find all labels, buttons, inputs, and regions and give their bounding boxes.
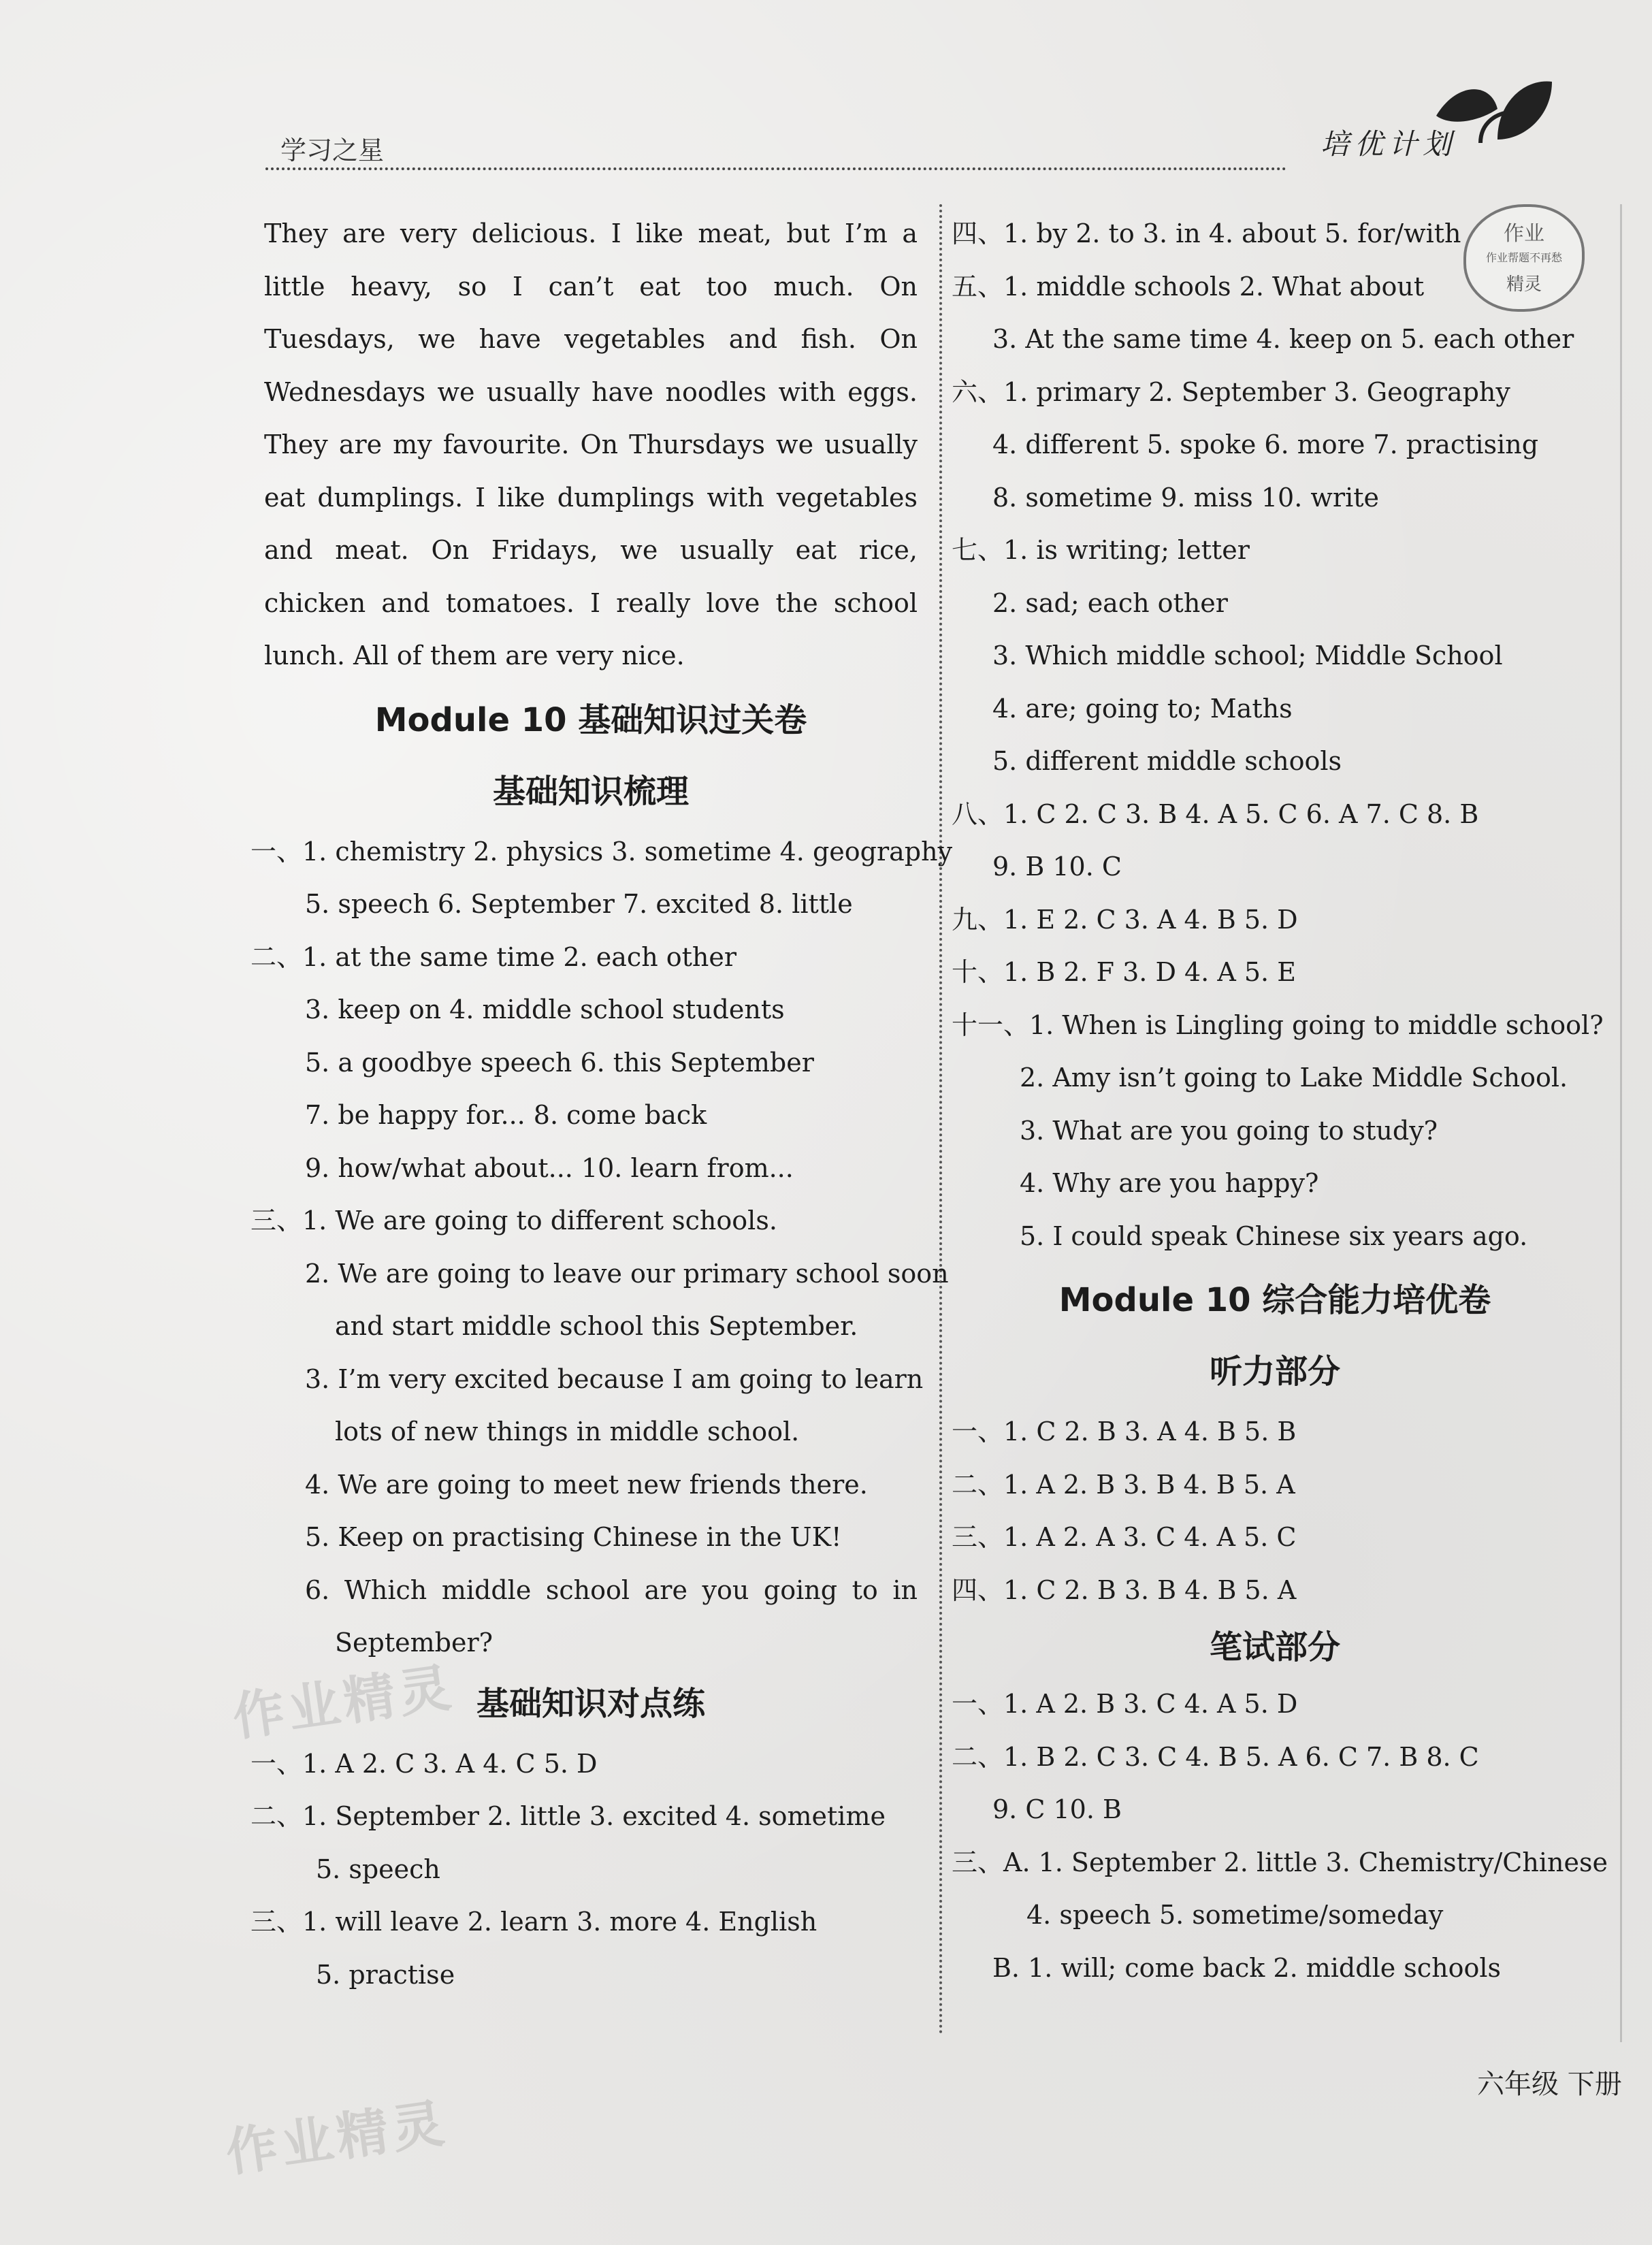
answer-line: 四、1. C 2. B 3. B 4. B 5. A: [952, 1574, 1297, 1605]
answer-line: 5. speech: [316, 1854, 440, 1884]
answer-line: 5. Keep on practising Chinese in the UK!: [305, 1522, 842, 1552]
column-divider: [939, 204, 942, 2035]
answer-line: 一、1. A 2. B 3. C 4. A 5. D: [952, 1689, 1298, 1719]
answer-line: 三、1. We are going to different schools.: [250, 1206, 777, 1235]
answer-line: 九、1. E 2. C 3. A 4. B 5. D: [952, 904, 1298, 935]
answer-line: 5. practise: [316, 1959, 455, 1990]
answer-line: 2. sad; each other: [992, 587, 1228, 618]
module-title: Module 10 基础知识过关卷: [374, 700, 807, 739]
section-title: 基础知识梳理: [492, 772, 689, 811]
text-line: and meat. On Fridays, we usually eat rice,: [264, 535, 918, 565]
answer-line: 9. C 10. B: [992, 1794, 1122, 1824]
answer-line: 7. be happy for... 8. come back: [305, 1100, 707, 1130]
footer-grade: 六年级 下册: [1477, 2069, 1622, 2100]
stamp-line-1: 作业: [1504, 222, 1544, 246]
text-line: chicken and tomatoes. I really love the school: [264, 587, 918, 618]
answer-line: 5. a goodbye speech 6. this September: [305, 1047, 814, 1078]
answer-line: 4. Why are you happy?: [1020, 1168, 1319, 1198]
answer-line: 一、1. A 2. C 3. A 4. C 5. D: [250, 1748, 598, 1779]
answer-line: 4. We are going to meet new friends there.: [305, 1469, 868, 1500]
text-line: lunch. All of them are very nice.: [264, 641, 685, 671]
answer-line: 三、A. 1. September 2. little 3. Chemistry/Chinese: [952, 1847, 1608, 1877]
answer-line: and start middle school this September.: [335, 1311, 858, 1341]
answer-line: 9. B 10. C: [992, 852, 1122, 882]
answer-line: 八、1. C 2. C 3. B 4. A 5. C 6. A 7. C 8. B: [952, 798, 1479, 829]
brand-logo: 培优计划: [1320, 127, 1457, 161]
answer-line: 3. What are you going to study?: [1020, 1115, 1438, 1146]
section-title: 笔试部分: [1209, 1628, 1340, 1666]
answer-line: 2. Amy isn’t going to Lake Middle School.: [1020, 1063, 1568, 1093]
text-line: little heavy, so I can’t eat too much. On: [264, 271, 918, 302]
answer-line: 3. I’m very excited because I am going to learn: [305, 1363, 924, 1394]
answer-line: lots of new things in middle school.: [335, 1417, 800, 1447]
answer-line: 6. Which middle school are you going to in: [305, 1574, 918, 1605]
answer-line: 二、1. at the same time 2. each other: [250, 941, 737, 972]
answer-line: 4. are; going to; Maths: [992, 693, 1293, 724]
right-column: [952, 208, 1608, 1994]
answer-line: 二、1. B 2. C 3. C 4. B 5. A 6. C 7. B 8. C: [952, 1741, 1479, 1772]
answer-line: 二、1. A 2. B 3. B 4. B 5. A: [952, 1469, 1295, 1500]
answer-line: 3. At the same time 4. keep on 5. each other: [992, 324, 1574, 354]
text-line: eat dumplings. I like dumplings with vegetables: [264, 482, 918, 513]
section-title: 基础知识对点练: [476, 1684, 705, 1723]
answer-line: September?: [335, 1628, 493, 1658]
answer-line: 5. different middle schools: [992, 746, 1342, 776]
text-line: They are my favourite. On Thursdays we usually: [264, 430, 918, 459]
answer-line: 4. speech 5. sometime/someday: [1026, 1900, 1444, 1930]
stamp-line-3: 精灵: [1506, 274, 1542, 295]
answer-line: 四、1. by 2. to 3. in 4. about 5. for/with: [952, 219, 1461, 248]
answer-line: 十一、1. When is Lingling going to middle school?: [952, 1010, 1604, 1040]
answer-line: 9. how/what about... 10. learn from...: [305, 1152, 794, 1183]
answer-line: 五、1. middle schools 2. What about: [952, 271, 1425, 302]
answer-line: B. 1. will; come back 2. middle schools: [992, 1952, 1501, 1983]
watermark: 作业精灵: [222, 2092, 452, 2184]
answer-line: 六、1. primary 2. September 3. Geography: [952, 376, 1510, 407]
answer-line: 二、1. September 2. little 3. excited 4. sometime: [250, 1801, 886, 1831]
answer-line: 三、1. A 2. A 3. C 4. A 5. C: [952, 1522, 1297, 1552]
text-line: Wednesdays we usually have noodles with eggs.: [264, 376, 918, 407]
answer-line: 3. keep on 4. middle school students: [305, 995, 785, 1024]
answer-line: 5. I could speak Chinese six years ago.: [1020, 1221, 1528, 1251]
watermark: 作业精灵: [229, 1656, 459, 1748]
answer-line: 一、1. chemistry 2. physics 3. sometime 4. geography: [250, 836, 953, 867]
answer-line: 2. We are going to leave our primary school soon: [305, 1258, 949, 1289]
header-title: 学习之星: [280, 135, 385, 165]
answer-line: 一、1. C 2. B 3. A 4. B 5. B: [952, 1417, 1297, 1447]
leaf-icon: [1416, 75, 1566, 150]
section-title: 听力部分: [1209, 1353, 1340, 1391]
page-edge-shadow: [1620, 204, 1622, 2042]
answer-line: 3. Which middle school; Middle School: [992, 641, 1503, 671]
answer-line: 5. speech 6. September 7. excited 8. little: [305, 889, 853, 919]
answer-line: 三、1. will leave 2. learn 3. more 4. English: [250, 1907, 817, 1937]
text-line: They are very delicious. I like meat, but I’m a: [264, 219, 918, 248]
answer-line: 七、1. is writing; letter: [952, 535, 1250, 565]
header-dotted-rule: [265, 167, 1286, 170]
text-line: Tuesdays, we have vegetables and fish. On: [264, 324, 918, 354]
answer-line: 4. different 5. spoke 6. more 7. practising: [992, 430, 1539, 459]
stamp-line-2: 作业帮题不再愁: [1485, 251, 1562, 264]
module-title: Module 10 综合能力培优卷: [1058, 1281, 1491, 1319]
answer-line: 8. sometime 9. miss 10. write: [992, 482, 1379, 513]
answer-line: 十、1. B 2. F 3. D 4. A 5. E: [952, 957, 1296, 987]
